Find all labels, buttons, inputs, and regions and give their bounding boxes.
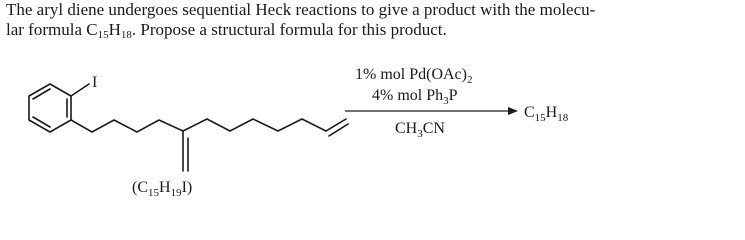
arrow-head <box>508 107 518 115</box>
question-formula-h: H <box>108 20 121 39</box>
alkyl-chain <box>71 120 183 132</box>
question-line-1: The aryl diene undergoes sequential Heck reactions to give a product with the molecu- <box>6 0 596 19</box>
benzene-ring <box>29 84 71 132</box>
alkyl-chain-continued <box>183 119 326 131</box>
question-line-2-prefix: lar formula C <box>6 20 98 39</box>
ligand-tail: P <box>448 87 458 104</box>
question-formula-sub-c: 15 <box>97 29 109 41</box>
product-formula <box>524 104 569 124</box>
catalyst-subscript: 2 <box>466 74 473 86</box>
carbon-iodine-bond <box>71 84 89 96</box>
solvent-prefix: CH <box>395 120 418 137</box>
ligand-label <box>372 87 458 107</box>
ligand-subscript: 3 <box>443 95 449 107</box>
iodine-label: I <box>92 74 98 91</box>
reactant-formula-close: I) <box>181 179 193 196</box>
product-formula-sub-h: 18 <box>557 112 569 124</box>
reactant-formula-sub-h: 19 <box>170 187 182 199</box>
terminal-alkene <box>326 119 346 131</box>
catalyst-label <box>355 66 472 86</box>
solvent-label <box>395 120 445 140</box>
question-formula-sub-h: 18 <box>120 29 132 41</box>
reactant-formula-sub-c: 15 <box>148 187 159 199</box>
product-formula-c: C <box>524 104 535 121</box>
product-formula-h: H <box>545 104 558 121</box>
reactant-formula-h: H <box>159 179 171 196</box>
terminal-alkene-second-bond <box>329 124 348 136</box>
reactant-formula <box>132 179 192 199</box>
solvent-subscript: 3 <box>417 128 423 140</box>
question-line-2-suffix: . Propose a structural formula for this product. <box>131 20 447 39</box>
product-formula-sub-c: 15 <box>534 112 546 124</box>
aromatic-double-bond <box>33 117 50 127</box>
solvent-tail: CN <box>422 120 445 137</box>
aromatic-double-bond <box>33 89 50 99</box>
aryl-diene-structure <box>29 84 348 171</box>
ligand-text: 4% mol Ph <box>372 87 444 104</box>
catalyst-text: 1% mol Pd(OAc) <box>355 66 467 83</box>
reactant-formula-open: (C <box>132 179 148 196</box>
